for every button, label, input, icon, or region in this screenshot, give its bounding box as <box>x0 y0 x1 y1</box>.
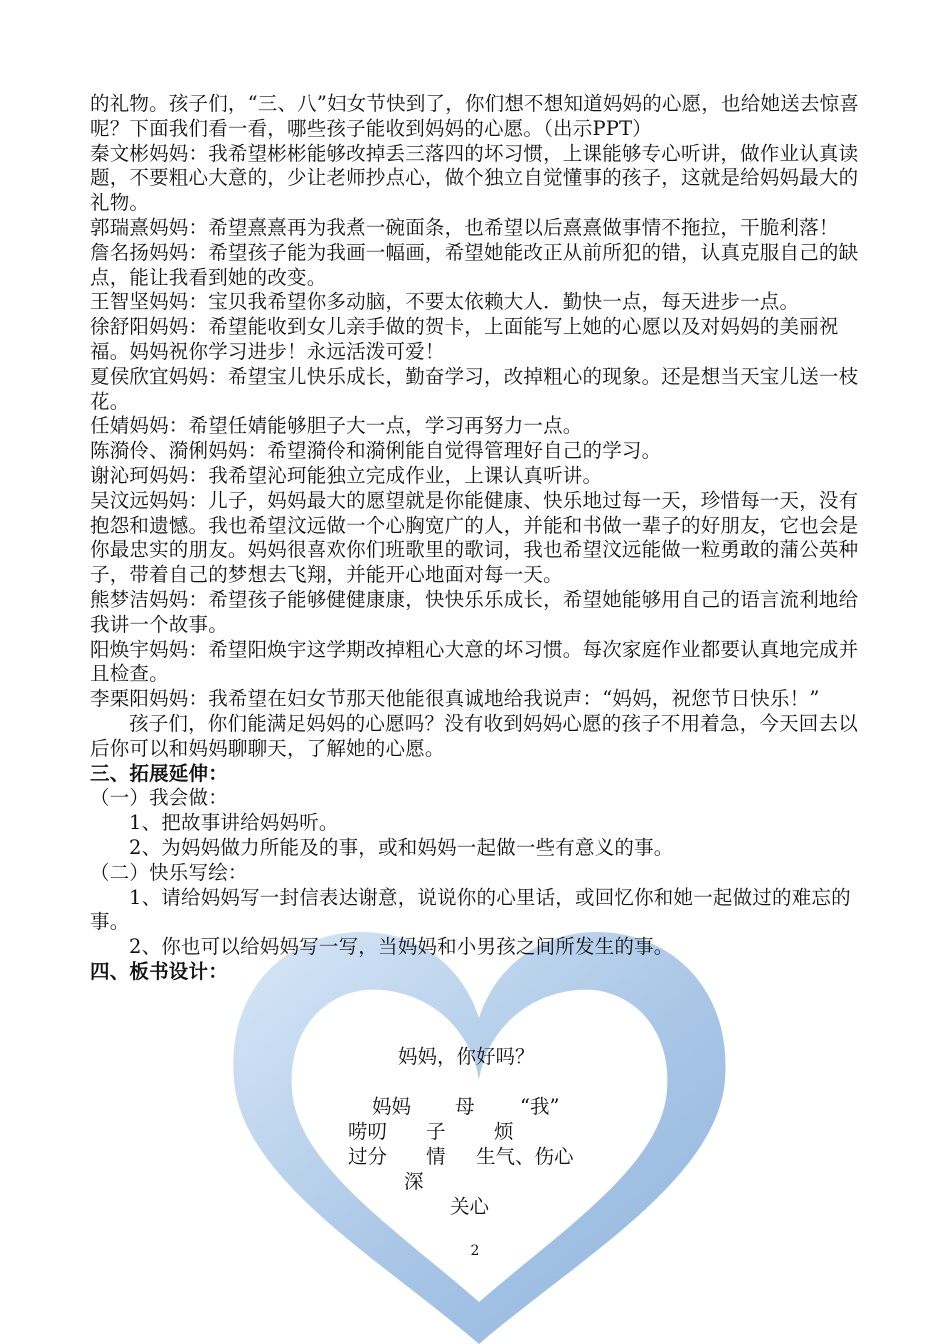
heart-shape <box>232 930 727 1344</box>
list-item: 1、把故事讲给妈妈听。 <box>129 811 339 835</box>
paragraph-mother-wish: 任婧妈妈：希望任婧能够胆子大一点，学习再努力一点。 <box>90 414 583 438</box>
paragraph-mother-wish: 陈漪伶、漪俐妈妈：希望漪伶和漪俐能自觉得管理好自己的学习。 <box>90 439 662 463</box>
paragraph-mother-wish: 王智坚妈妈：宝贝我希望你多动脑，不要太依赖大人．勤快一点，每天进步一点。 <box>90 290 800 314</box>
board-guanxin: 关心 <box>450 1195 490 1218</box>
board-guofen: 过分 <box>348 1145 388 1168</box>
paragraph-mother-wish: 李栗阳妈妈：我希望在妇女节那天他能很真诚地给我说声：“妈妈，祝您节日快乐！” <box>90 687 820 711</box>
list-item: 2、你也可以给妈妈写一写，当妈妈和小男孩之间所发生的事。 <box>129 935 674 959</box>
paragraph-mother-wish: 詹名扬妈妈：希望孩子能为我画一幅画，希望她能改正从前所犯的错，认真克服自己的缺点，能让我看到她的改变。 <box>90 240 859 289</box>
board-qing: 情 <box>426 1145 446 1168</box>
section-heading-board-design: 四、板书设计： <box>90 959 228 983</box>
list-item: 1、请给妈妈写一封信表达谢意，说说你的心里话，或回忆你和她一起做过的难忘的事。 <box>90 885 851 934</box>
board-zi: 子 <box>426 1120 446 1143</box>
paragraph-mother-wish: 夏侯欣宜妈妈：希望宝儿快乐成长，勤奋学习，改掉粗心的现象。还是想当天宝儿送一枝花。 <box>90 364 859 413</box>
page-number: 2 <box>470 1243 480 1259</box>
body-text <box>90 92 862 985</box>
board-shen: 深 <box>404 1170 424 1193</box>
paragraph-closing: 孩子们，你们能满足妈妈的心愿吗？没有收到妈妈心愿的孩子不用着急，今天回去以后你可以和妈妈聊聊天，了解她的心愿。 <box>90 711 858 760</box>
subsection-i-can-do: （一）我会做： <box>90 786 228 810</box>
board-wo: “我” <box>520 1095 560 1118</box>
paragraph-intro: 的礼物。孩子们，“三、八”妇女节快到了，你们想不想知道妈妈的心愿，也给她送去惊喜呢？下面我们看一看，哪些孩子能收到妈妈的心愿。（出示PPT） <box>90 92 859 140</box>
paragraph-mother-wish: 郭瑞熹妈妈：希望熹熹再为我煮一碗面条，也希望以后熹熹做事情不拖拉，干脆利落！ <box>90 215 839 239</box>
board-fan: 烦 <box>494 1120 514 1143</box>
paragraph-mother-wish: 阳焕宇妈妈：希望阳焕宇这学期改掉粗心大意的坏习惯。每次家庭作业都要认真地完成并且检查。 <box>90 637 859 686</box>
paragraph-mother-wish: 谢沁珂妈妈：我希望沁珂能独立完成作业，上课认真听讲。 <box>90 463 603 487</box>
board-mama: 妈妈 <box>372 1095 412 1118</box>
paragraph-mother-wish: 吴汶远妈妈：儿子，妈妈最大的愿望就是你能健康、快乐地过每一天，珍惜每一天，没有抱怨和遗憾。我也希望汶远做一个心胸宽广的人，并能和书做一辈子的好朋友，它也会是你最忠实的朋友。妈妈很喜欢你们班歌里的歌词，我也希望汶远能做一粒勇敢的蒲公英种子，带着自己的梦想去飞翔，并能开心地面对每一天。 <box>90 488 859 587</box>
paragraph-mother-wish: 熊梦洁妈妈：希望孩子能够健健康康，快快乐乐成长，希望她能够用自己的语言流利地给我讲一个故事。 <box>90 587 859 636</box>
subsection-happy-writing: （二）快乐写绘： <box>90 860 248 884</box>
board-title: 妈妈，你好吗？ <box>398 1045 535 1068</box>
board-laodao: 唠叨 <box>348 1120 388 1143</box>
board-mu: 母 <box>455 1095 475 1118</box>
paragraph-mother-wish: 秦文彬妈妈：我希望彬彬能够改掉丢三落四的坏习惯，上课能够专心听讲，做作业认真读题，不要粗心大意的，少让老师抄点心，做个独立自觉懂事的孩子，这就是给妈妈最大的礼物。 <box>90 141 859 215</box>
board-shengqi: 生气、伤心 <box>476 1145 574 1168</box>
list-item: 2、为妈妈做力所能及的事，或和妈妈一起做一些有意义的事。 <box>129 835 674 859</box>
section-heading-extension: 三、拓展延伸： <box>90 761 228 785</box>
paragraph-mother-wish: 徐舒阳妈妈：希望能收到女儿亲手做的贺卡，上面能写上她的心愿以及对妈妈的美丽祝福。妈妈祝你学习进步！永远活泼可爱！ <box>90 315 839 363</box>
